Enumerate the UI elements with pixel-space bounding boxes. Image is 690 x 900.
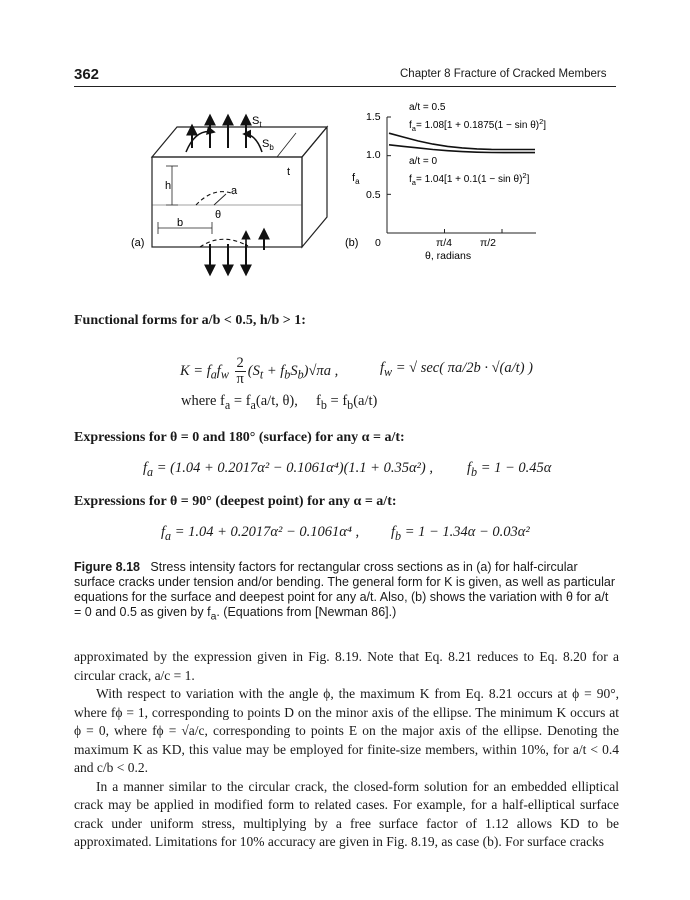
equation-deepest-fb: $f_b = 1 - 1.34\alpha - 0.03\alpha^2$ [391, 524, 530, 543]
curve-upper-label: a/t = 0.5 [409, 102, 446, 113]
heading-functional-forms: Functional forms for a/b < 0.5, h/b > 1: [74, 313, 306, 328]
block-front-face [152, 157, 302, 247]
panel-b-chart [345, 102, 546, 262]
series-line-a-t-0 [389, 145, 535, 153]
tension-arrows-top [192, 116, 246, 148]
y-tick-label: 1.5 [366, 111, 381, 123]
label-b: b [177, 217, 184, 229]
label-sb: $S_b$ [262, 138, 274, 152]
heading-deepest: Expressions for θ = 90° (deepest point) for any α = a/t: [74, 494, 397, 509]
caption-label: Figure 8.18 [74, 560, 140, 574]
paragraph: With respect to variation with the angle ϕ, the maximum K from Eq. 8.21 occurs at ϕ = 90°, where fϕ = 1, corresponding to points D on the minor axis of the ellipse. The minimum K occurs at ϕ = 0, where fϕ = √a/c, corresponding to points E on the major axis of the ellipse. Denoting the maximum K as KD, this value may be employed for finite-size members, within 10%, for a/t < 0.4 and c/b < 0.2. [74, 686, 619, 775]
header-rule [74, 86, 616, 87]
tension-arrows-bottom [210, 230, 264, 274]
figure-caption: Figure 8.18 Stress intensity factors for rectangular cross sections as in (a) for half-circular surface cracks under tension and/or bending. The general form for K is given, as well as particular equations for the surface and deepest point for any a/t. Also, (b) shows the variation with θ for a/t = 0 and 0.5 as given by $f_a$. (Equations from [Newman 86].) [74, 560, 616, 623]
paragraph: In a manner similar to the circular crack, the closed-form solution for an embedded elliptical crack may be applied in modified form to related cases. For example, for a half-elliptical surface crack under uniform stress, multiplying by a free surface factor of 1.12 allows KD to be approximated. Limitations for 10% accuracy are given in Fig. 8.19, as case (b). For surface cracks [74, 778, 619, 849]
figure-8-18 [0, 88, 690, 278]
x-axis-title: θ, radians [425, 250, 472, 262]
paragraph: approximated by the expression given in Fig. 8.19. Note that Eq. 8.21 reduces to Eq. 8.20 for a circular crack, a/c = 1. [74, 649, 619, 683]
curve-lower-label: a/t = 0 [409, 156, 438, 167]
block-side-face [302, 127, 327, 247]
label-a: a [231, 185, 238, 197]
crack-outline [196, 192, 234, 205]
panel-b-label: (b) [345, 237, 359, 249]
equation-fw: $f_w$ = √ sec( πa/2b · √(a/t) ) [380, 360, 533, 379]
heading-surface: Expressions for θ = 0 and 180° (surface) for any α = a/t: [74, 430, 405, 445]
equation-surface-fb: $f_b = 1 - 0.45\alpha$ [467, 460, 552, 479]
equation-k: $K = f_af_w$ $\frac{2}{\pi}$ $(S_t + f_bS_b)√\pi a$ , [180, 355, 339, 387]
where-line: where $f_a = f_a(a/t$, θ), $f_b = f_b(a/t)$ [181, 393, 378, 412]
label-theta: θ [215, 209, 222, 221]
page-number: 362 [74, 66, 100, 83]
equation-deepest-fa: $f_a = 1.04 + 0.2017\alpha^2 - 0.1061\alpha^4$ , [161, 524, 360, 543]
running-head: Chapter 8 Fracture of Cracked Members [400, 68, 607, 80]
y-tick-label: 1.0 [366, 149, 381, 161]
caption-text: Stress intensity factors for rectangular cross sections as in (a) for half-circular surface cracks under tension and/or bending. The general form for K is given, as well as particular equations for the surface and deepest point for any a/t. Also, (b) shows the variation with θ for a/t = 0 and 0.5 as given by f [74, 560, 616, 619]
y-tick-label: 0.5 [366, 189, 381, 201]
curve-lower-equation: $f_a= 1.04[1 + 0.1(1 - \sin \theta)^2]$ [409, 171, 530, 187]
x-tick-label: 0 [375, 237, 381, 249]
body-text [74, 648, 619, 852]
panel-a-diagram [131, 115, 327, 274]
block-top-face [152, 127, 327, 157]
bending-arrows-top [186, 131, 262, 152]
curve-upper-equation: $f_a= 1.08[1 + 0.1875(1 - \sin \theta)^2]$ [409, 117, 547, 133]
label-t: t [287, 166, 291, 178]
equation-surface-fa: $f_a = (1.04 + 0.2017\alpha^2 - 0.1061\alpha^4)(1.1 + 0.35\alpha^2)$ , [143, 460, 433, 479]
label-h: h [165, 180, 172, 192]
x-tick-label: π/2 [480, 237, 497, 249]
x-tick-label: π/4 [436, 237, 453, 249]
label-st: $S_t$ [252, 115, 262, 129]
panel-a-label: (a) [131, 237, 145, 249]
y-axis-label: $f_a$ [352, 172, 360, 186]
